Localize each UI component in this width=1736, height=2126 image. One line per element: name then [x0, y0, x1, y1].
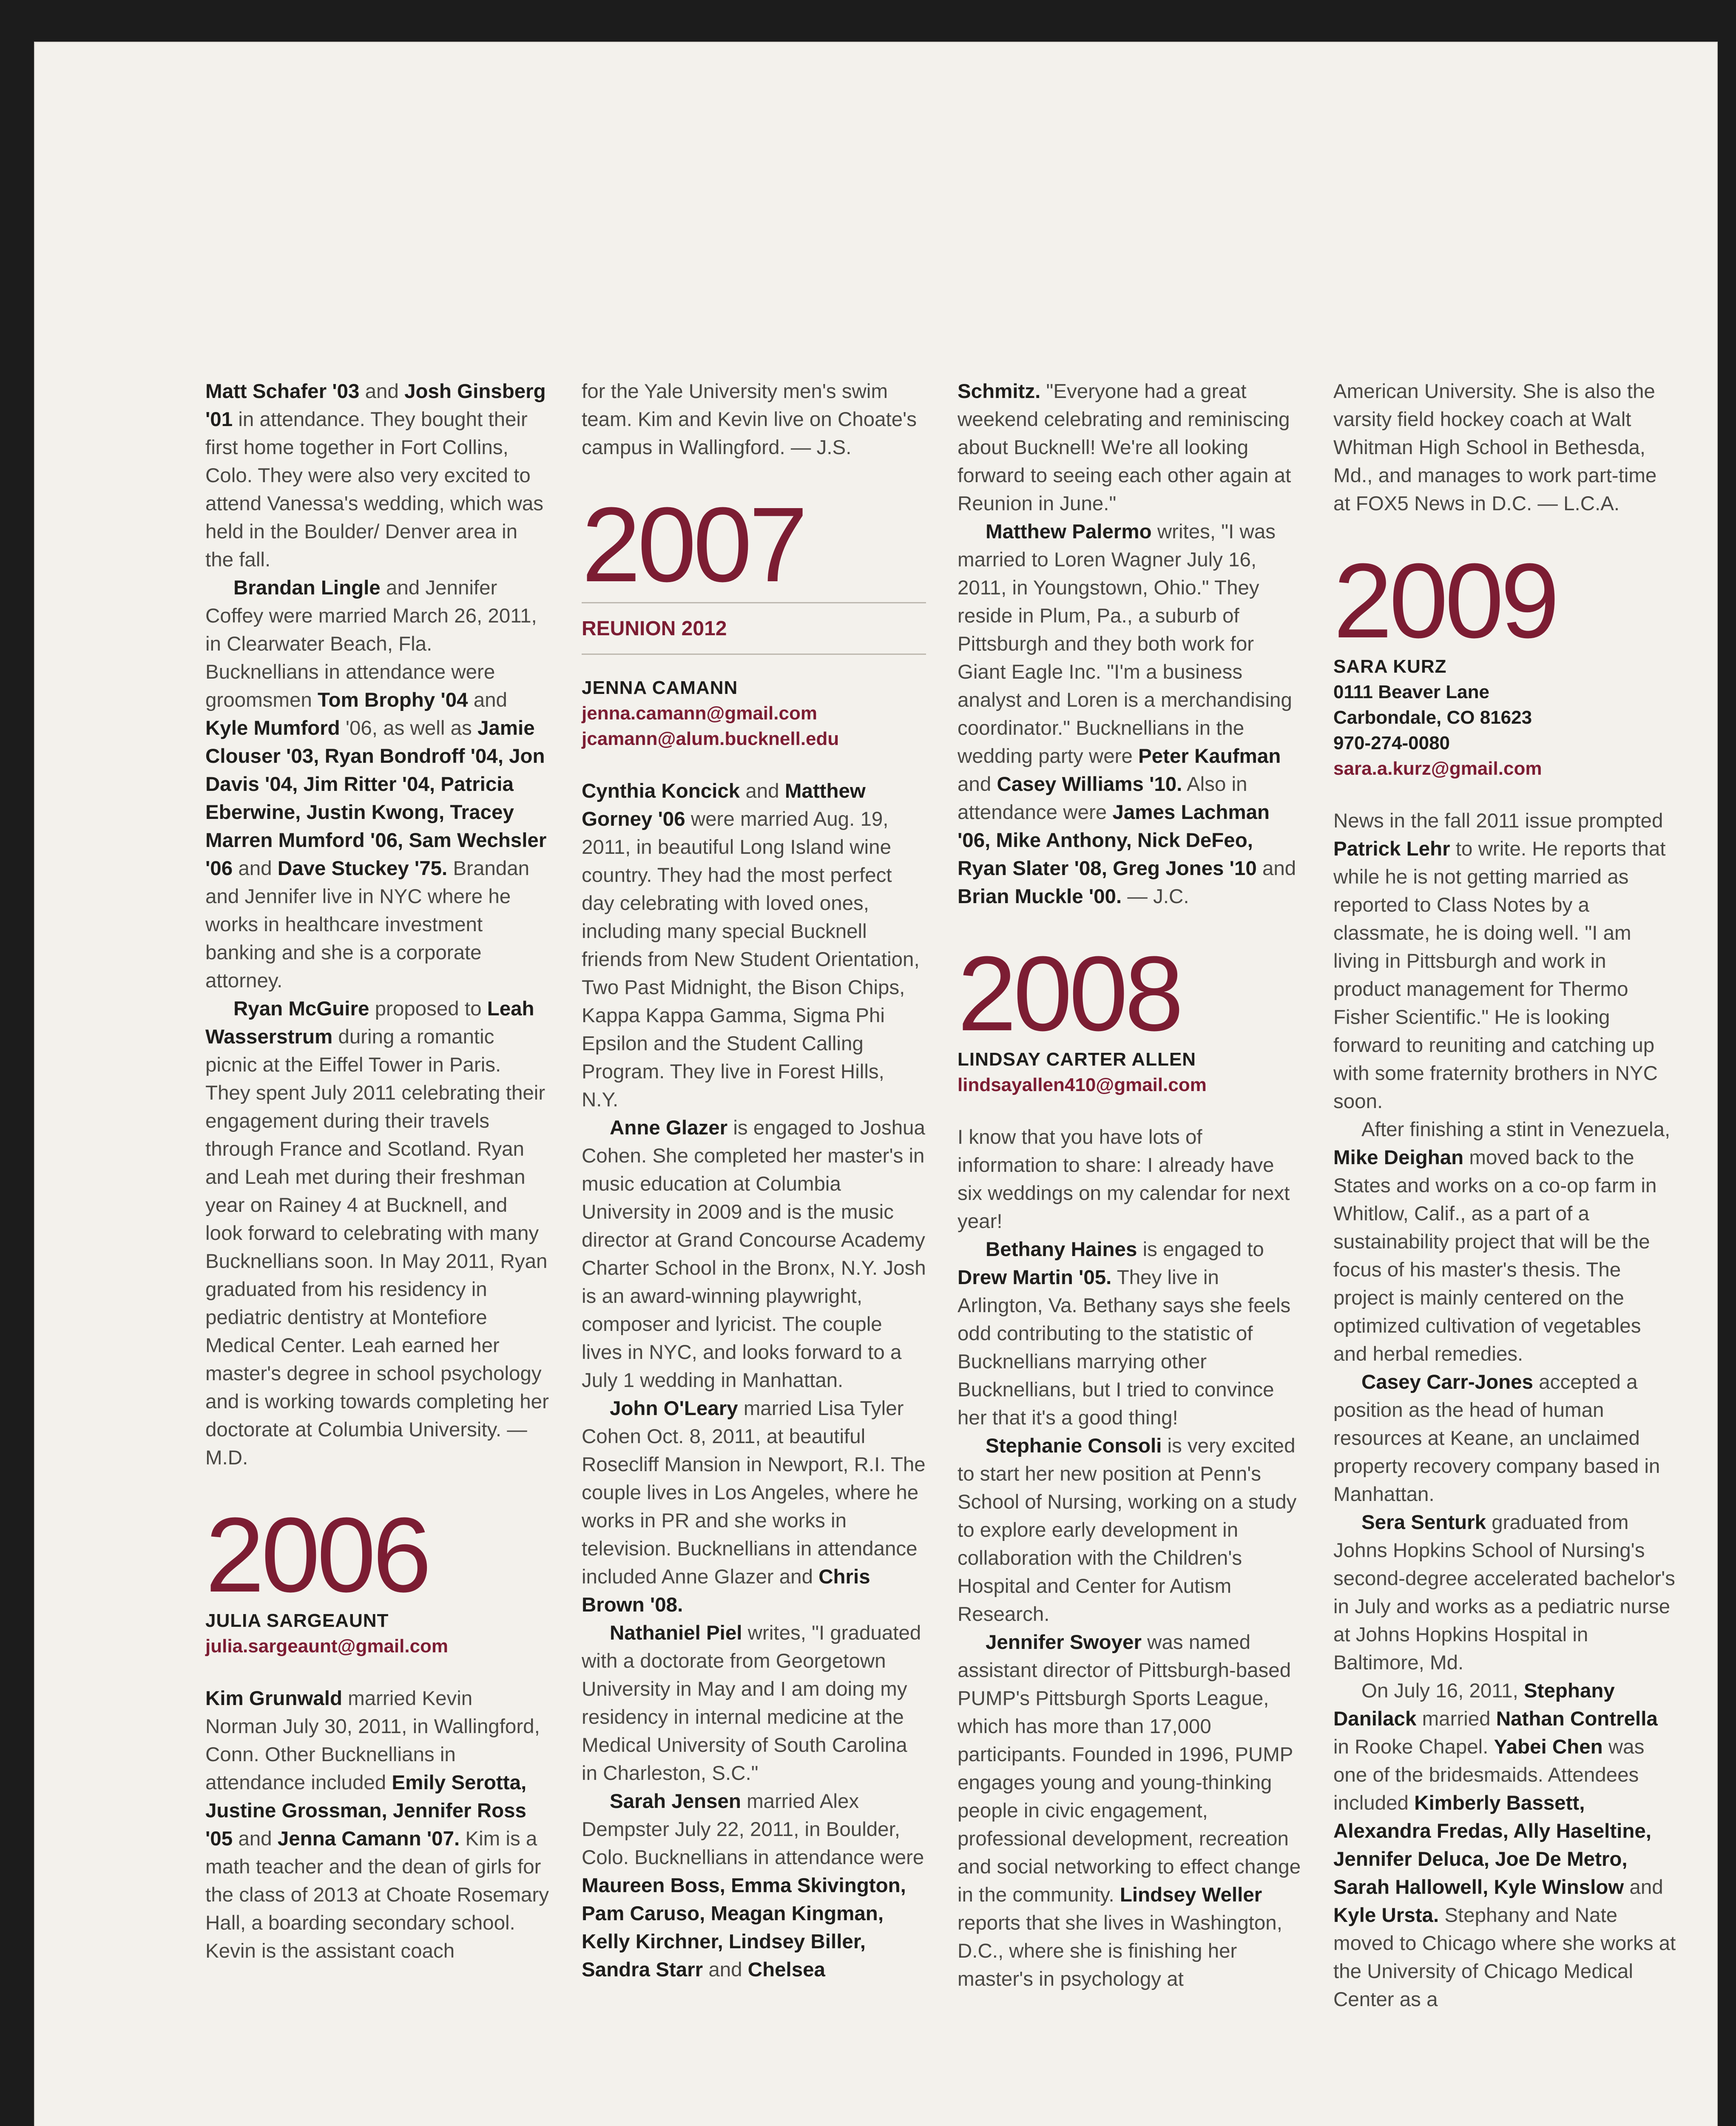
note-text: and: [1256, 857, 1296, 880]
note-text: They live in Arlington, Va. Bethany says she feels odd contributing to the statistic of Bucknellians marrying other Bucknellians, but I tried to convince her that it's a good thing!: [957, 1266, 1291, 1429]
note-text: married Kevin Norman July 30, 2011, in Wallingford, Conn. Other Bucknellians in attendance included: [205, 1687, 540, 1794]
note-paragraph: [1333, 1509, 1678, 1677]
person-name: Nathan Contrella: [1496, 1708, 1658, 1730]
correspondent-name: LINDSAY CARTER ALLEN: [957, 1049, 1196, 1070]
correspondent-name: SARA KURZ: [1333, 656, 1447, 677]
note-paragraph: [1333, 1677, 1678, 2014]
note-text: and: [468, 689, 507, 711]
note-paragraph: [1333, 1116, 1678, 1368]
class-year-heading: 2007: [582, 485, 805, 604]
person-name: John O'Leary: [610, 1397, 738, 1420]
person-name: Kyle Ursta.: [1333, 1904, 1439, 1927]
person-name: Chris Brown '08.: [582, 1566, 870, 1616]
note-text: writes, "I graduated with a doctorate from Georgetown University in May and I am doing my residency in internal medicine at the Medical University of South Carolina in Charleston, S.C.": [582, 1622, 921, 1785]
person-name: Patrick Lehr: [1333, 838, 1450, 860]
correspondent-name: JULIA SARGEAUNT: [205, 1610, 389, 1631]
note-paragraph: [205, 995, 550, 1472]
note-text: married Alex Dempster July 22, 2011, in Boulder, Colo. Bucknellians in attendance were: [582, 1790, 924, 1869]
note-text: After finishing a stint in Venezuela,: [1361, 1118, 1671, 1141]
note-paragraph: [582, 1788, 926, 1984]
note-text: and: [957, 773, 997, 796]
column-1: [205, 378, 550, 1965]
person-name: Emily Serotta, Justine Grossman, Jennifer Ross '05: [205, 1771, 527, 1850]
person-name: Maureen Boss, Emma Skivington, Pam Caruso, Meagan Kingman, Kelly Kirchner, Lindsey Biller, Sandra Starr: [582, 1874, 906, 1981]
person-name: Dave Stuckey '75.: [277, 857, 448, 880]
note-paragraph: [582, 1619, 926, 1788]
note-text: married: [1416, 1708, 1496, 1730]
note-paragraph: [582, 777, 926, 1114]
column-3: [957, 378, 1302, 1993]
note-text: moved back to the States and works on a co-op farm in Whitlow, Calif., as a part of a sustainability project that will be the focus of his master's thesis. The project is mainly centered on the optimized cultivation of vegetables and herbal remedies.: [1333, 1146, 1657, 1365]
person-name: Casey Carr-Jones: [1361, 1371, 1533, 1393]
class-year-heading: 2008: [957, 934, 1181, 1053]
person-name: Brian Muckle '00.: [957, 885, 1122, 908]
note-text: during a romantic picnic at the Eiffel Tower in Paris. They spent July 2011 celebrating their engagement during their travels through France and Scotland. Ryan and Leah met during their freshman year on Rainey 4 at Bucknell, and look forward to celebrating with many Bucknellians soon. In May 2011, Ryan graduated from his residency in pediatric dentistry at Montefiore Medical Center. Leah earned her master's degree in school psychology and is working towards completing her doctorate at Columbia University. — M.D.: [205, 1026, 549, 1469]
person-name: Leah Wasserstrum: [205, 998, 534, 1048]
note-paragraph: [205, 378, 550, 574]
note-text: — J.C.: [1122, 885, 1189, 908]
person-name: Nathaniel Piel: [610, 1622, 742, 1644]
note-text: proposed to: [369, 998, 487, 1020]
note-text: Also in attendance were: [957, 773, 1247, 824]
class-year-heading: 2009: [1333, 541, 1557, 660]
person-name: Yabei Chen: [1494, 1736, 1603, 1758]
class-year-heading: 2006: [205, 1495, 429, 1614]
note-text: is engaged to: [1137, 1238, 1264, 1261]
note-text: and: [703, 1958, 748, 1981]
note-paragraph: [582, 1114, 926, 1395]
note-paragraph: [205, 574, 550, 995]
person-name: Sera Senturk: [1361, 1511, 1486, 1534]
note-paragraph: [1333, 807, 1678, 1116]
note-paragraph: [205, 1685, 550, 1965]
note-text: is engaged to Joshua Cohen. She completed her master's in music education at Columbia University in 2009 and is the music director at Grand Concourse Academy Charter School in the Bronx, N.Y. Josh is an award-winning playwright, composer and lyricist. The couple lives in NYC, and looks forward to a July 1 wedding in Manhattan.: [582, 1117, 926, 1392]
reunion-label: REUNION 2012: [582, 602, 926, 642]
person-name: Sarah Jensen: [610, 1790, 741, 1813]
note-paragraph: [957, 518, 1302, 911]
note-text: '06, as well as: [340, 717, 477, 739]
note-paragraph: [582, 378, 926, 462]
note-text: reports that she lives in Washington, D.C., where she is finishing her master's in psychology at: [957, 1912, 1282, 1990]
person-name: Tom Brophy '04: [318, 689, 468, 711]
person-name: Chelsea: [747, 1958, 825, 1981]
note-text: was one of the bridesmaids. Attendees included: [1333, 1736, 1645, 1814]
note-text: writes, "I was married to Loren Wagner July 16, 2011, in Youngstown, Ohio." They reside in Plum, Pa., a suburb of Pittsburgh and they both work for Giant Eagle Inc. "I'm a business analyst and Loren is a merchandising coordinator." Bucknellians in the wedding party were: [957, 520, 1292, 767]
column-4: [1333, 378, 1678, 2014]
person-name: Jamie Clouser '03, Ryan Bondroff '04, Jon Davis '04, Jim Ritter '04, Patricia Eberwine, Justin Kwong, Tracey Marren Mumford '06, Sam Wechsler '06: [205, 717, 547, 880]
person-name: Matthew Palermo: [986, 520, 1152, 543]
note-paragraph: [1333, 1368, 1678, 1509]
correspondent-address-line-1: 0111 Beaver Lane: [1333, 682, 1489, 702]
column-2: [582, 378, 926, 1984]
note-text: for the Yale University men's swim team. Kim and Kevin live on Choate's campus in Wallingford. — J.S.: [582, 380, 917, 459]
correspondent-email[interactable]: julia.sargeaunt@gmail.com: [205, 1636, 449, 1657]
person-name: Bethany Haines: [986, 1238, 1137, 1261]
note-text: graduated from Johns Hopkins School of Nursing's second-degree accelerated bachelor's in July and works as a pediatric nurse at Johns Hopkins Hospital in Baltimore, Md.: [1333, 1511, 1675, 1674]
note-text: in attendance. They bought their first home together in Fort Collins, Colo. They were also very excited to attend Vanessa's wedding, which was held in the Boulder/ Denver area in the fall.: [205, 408, 544, 571]
person-name: Kimberly Bassett, Alexandra Fredas, Ally Haseltine, Jennifer Deluca, Joe De Metro, Sarah Hallowell, Kyle Winslow: [1333, 1792, 1651, 1899]
note-text: Stephany and Nate moved to Chicago where she works at the University of Chicago Medical Center as a: [1333, 1904, 1676, 2011]
person-name: Josh Ginsberg '01: [205, 380, 546, 431]
correspondent-email[interactable]: sara.a.kurz@gmail.com: [1333, 758, 1542, 779]
person-name: Mike Deighan: [1333, 1146, 1464, 1169]
person-name: Lindsey Weller: [1119, 1884, 1262, 1906]
correspondent-address-line-2: Carbondale, CO 81623: [1333, 707, 1532, 728]
note-text: is very excited to start her new position at Penn's School of Nursing, working on a study to explore early development in collaboration with the Children's Hospital and Center for Autism Research.: [957, 1435, 1297, 1626]
note-text: I know that you have lots of information to share: I already have six weddings on my calendar for next year!: [957, 1126, 1290, 1233]
person-name: Brandan Lingle: [233, 577, 381, 599]
note-text: and Jennifer Coffey were married March 26, 2011, in Clearwater Beach, Fla. Bucknellians in attendance were groomsmen: [205, 577, 537, 711]
person-name: Matthew Gorney '06: [582, 780, 866, 830]
person-name: James Lachman '06, Mike Anthony, Nick DeFeo, Ryan Slater '08, Greg Jones '10: [957, 801, 1270, 880]
correspondent-phone: 970-274-0080: [1333, 733, 1450, 753]
note-text: in Rooke Chapel.: [1333, 1736, 1494, 1758]
correspondent-name: JENNA CAMANN: [582, 677, 738, 698]
note-text: married Lisa Tyler Cohen Oct. 8, 2011, at beautiful Rosecliff Mansion in Newport, R.I. The couple lives in Los Angeles, where he works in PR and she works in television. Bucknellians in attendance included Anne Glazer and: [582, 1397, 926, 1588]
note-paragraph: [957, 1432, 1302, 1629]
note-paragraph: [582, 1395, 926, 1619]
person-name: Drew Martin '05.: [957, 1266, 1112, 1289]
note-text: was named assistant director of Pittsburgh-based PUMP's Pittsburgh Sports League, which has more than 17,000 participants. Founded in 1996, PUMP engages young and young-thinking people in civic engagement, professional development, recreation and social networking to effect change in the community.: [957, 1631, 1301, 1906]
note-paragraph: [957, 1629, 1302, 1993]
note-text: accepted a position as the head of human resources at Keane, an unclaimed property recovery company based in Manhattan.: [1333, 1371, 1660, 1506]
person-name: Stephanie Consoli: [986, 1435, 1162, 1457]
note-text: Brandan and Jennifer live in NYC where he works in healthcare investment banking and she is a corporate attorney.: [205, 857, 530, 992]
note-text: were married Aug. 19, 2011, in beautiful Long Island wine country. They had the most perfect day celebrating with loved ones, including many special Bucknell friends from New Student Orientation, Two Past Midnight, the Bison Chips, Kappa Kappa Gamma, Sigma Phi Epsilon and the Student Calling Program. They live in Forest Hills, N.Y.: [582, 808, 920, 1111]
note-text: "Everyone had a great weekend celebrating and reminiscing about Bucknell! We're all looking forward to seeing each other again at Reunion in June.": [957, 380, 1291, 515]
note-text: Kim is a math teacher and the dean of girls for the class of 2013 at Choate Rosemary Hall, a boarding secondary school. Kevin is the assistant coach: [205, 1828, 549, 1962]
note-text: News in the fall 2011 issue prompted: [1333, 810, 1663, 832]
note-text: On July 16, 2011,: [1361, 1680, 1524, 1702]
person-name: Matt Schafer '03: [205, 380, 360, 403]
note-text: and: [740, 780, 785, 802]
note-text: and: [1624, 1876, 1663, 1899]
note-text: to write. He reports that while he is not getting married as reported to Class Notes by a classmate, he is doing well. "I am living in Pittsburgh and work in product management for Thermo Fisher Scientific." He is looking forward to reuniting and catching up with some fraternity brothers in NYC soon.: [1333, 838, 1666, 1113]
person-name: Schmitz.: [957, 380, 1041, 403]
person-name: Anne Glazer: [610, 1117, 728, 1139]
note-text: and: [233, 857, 278, 880]
person-name: Jenna Camann '07.: [277, 1828, 460, 1850]
note-text: and: [233, 1828, 278, 1850]
person-name: Jennifer Swoyer: [986, 1631, 1142, 1654]
note-paragraph: [1333, 378, 1678, 518]
person-name: Kyle Mumford: [205, 717, 340, 739]
note-text: American University. She is also the varsity field hockey coach at Walt Whitman High School in Bethesda, Md., and manages to work part-time at FOX5 News in D.C. — L.C.A.: [1333, 380, 1657, 515]
person-name: Kim Grunwald: [205, 1687, 342, 1710]
correspondent-email[interactable]: jenna.camann@gmail.com: [582, 703, 817, 724]
person-name: Peter Kaufman: [1138, 745, 1281, 767]
person-name: Stephany Danilack: [1333, 1680, 1615, 1730]
person-name: Cynthia Koncick: [582, 780, 740, 802]
note-paragraph: [957, 378, 1302, 518]
note-paragraph: [957, 1236, 1302, 1432]
note-paragraph: [957, 1123, 1302, 1236]
correspondent-email[interactable]: lindsayallen410@gmail.com: [957, 1074, 1207, 1095]
person-name: Casey Williams '10.: [997, 773, 1182, 796]
correspondent-email-alt[interactable]: jcamann@alum.bucknell.edu: [582, 728, 839, 749]
person-name: Ryan McGuire: [233, 998, 369, 1020]
note-text: and: [359, 380, 405, 403]
